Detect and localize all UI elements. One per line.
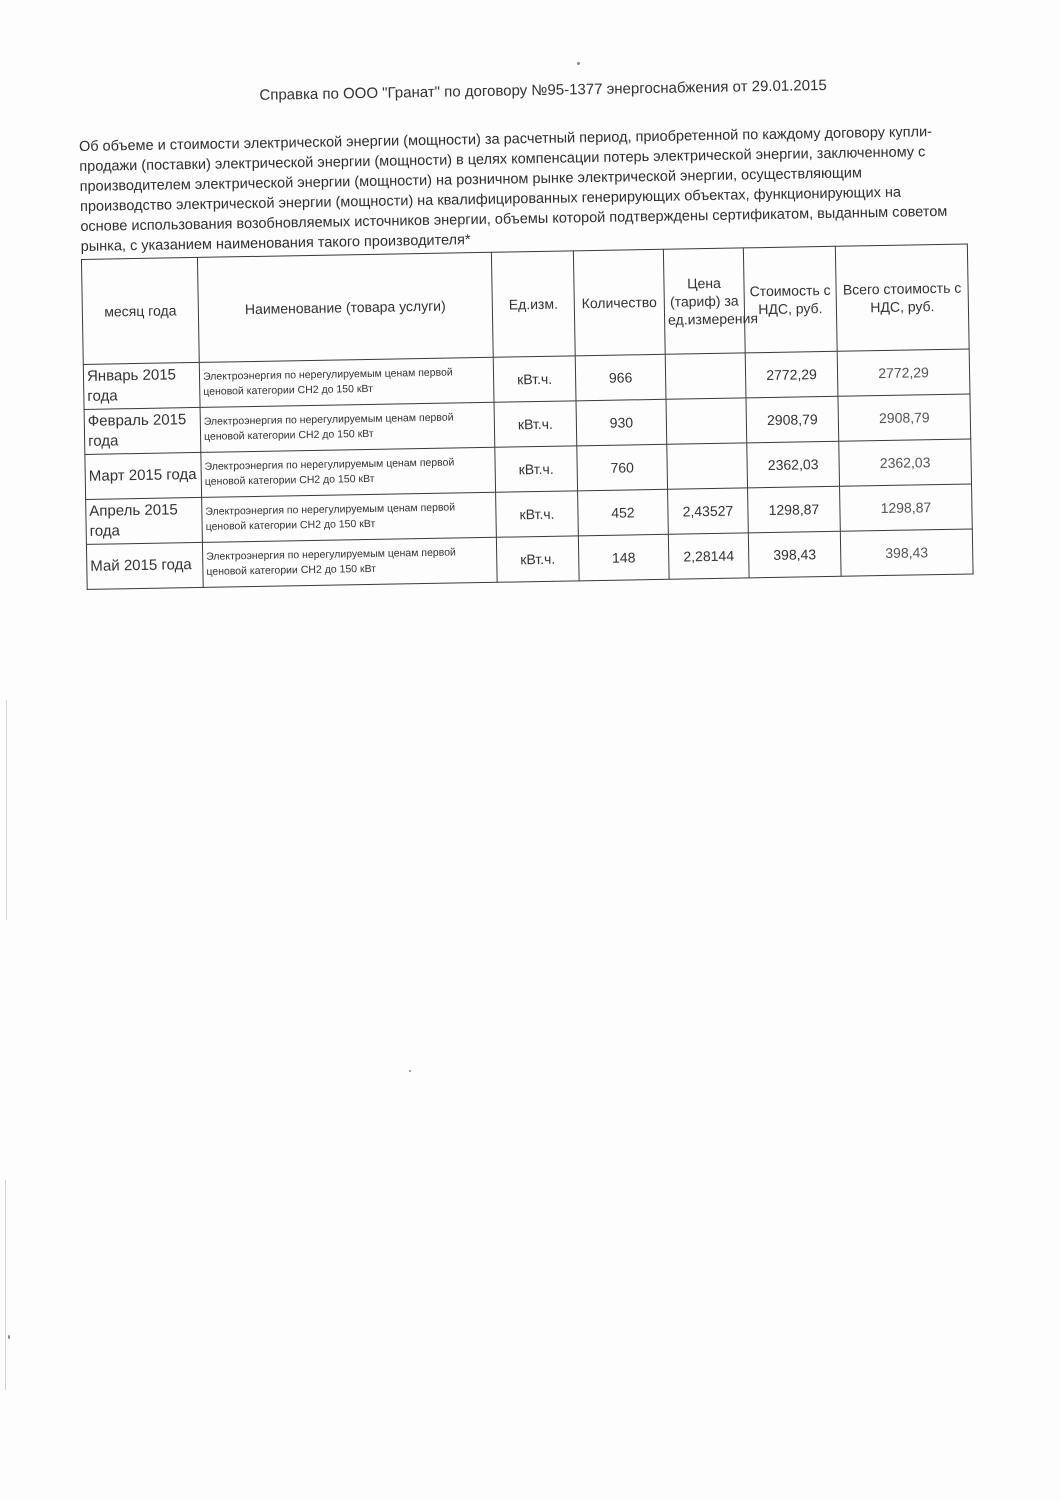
scan-speck (409, 1070, 411, 1072)
cell-price: 2,43527 (668, 488, 749, 534)
scan-speck (8, 1335, 10, 1339)
cell-name: Электроэнергия по нерегулируемым ценам первой ценовой категории СН2 до 150 кВт (202, 537, 497, 587)
cell-total: 2908,79 (838, 394, 971, 441)
document-title: Справка по ООО "Гранат" по договору №95-1377 энергоснабжения от 29.01.2015 (259, 76, 827, 104)
cell-cost: 2362,03 (747, 441, 840, 488)
cell-unit: кВт.ч. (493, 356, 576, 402)
cell-quantity: 930 (576, 399, 667, 446)
cell-quantity: 966 (575, 354, 666, 401)
header-price: Цена (тариф) за ед.измерения (663, 248, 745, 354)
cell-total: 1298,87 (840, 484, 973, 531)
cell-cost: 2772,29 (745, 351, 838, 398)
scan-speck (577, 62, 580, 65)
scan-edge-mark (6, 700, 7, 920)
cell-month: Март 2015 года (85, 452, 202, 499)
cell-unit: кВт.ч. (495, 446, 578, 492)
cell-price (667, 443, 748, 489)
document-intro: Об объеме и стоимости электрической энергии (мощности) за расчетный период, приобретенной по каждому договору купли-продажи (поставки) электрической энергии (мощности) в целях компенсации потерь электрической энергии, заключенному с производителем электрической энергии (мощности) на розничном рынке электрической энергии, осуществляющим производство электрической энергии (мощности) на квалифицированных генерирующих объектах, функционирующих на основе использования возобновляемых источников энергии, объемы которой подтверждены сертификатом, выданным советом рынка, с указанием наименования такого производителя* (78, 124, 948, 255)
energy-table (81, 243, 974, 589)
header-cost: Стоимость с НДС, руб. (743, 246, 837, 353)
cell-price (666, 398, 747, 444)
cell-price (665, 353, 746, 399)
cell-total: 398,43 (840, 529, 973, 576)
cell-cost: 2908,79 (746, 396, 839, 443)
cell-name: Электроэнергия по нерегулируемым ценам первой ценовой категории СН2 до 150 кВт (199, 357, 494, 407)
cell-unit: кВт.ч. (496, 491, 579, 537)
cell-total: 2362,03 (839, 439, 972, 486)
cell-quantity: 760 (577, 444, 668, 491)
document-content (78, 74, 977, 589)
header-month: месяц года (81, 257, 199, 364)
cell-cost: 398,43 (748, 531, 841, 578)
cell-month: Апрель 2015 года (86, 497, 203, 544)
cell-month: Февраль 2015 года (84, 407, 201, 454)
cell-cost: 1298,87 (748, 486, 841, 533)
cell-unit: кВт.ч. (494, 401, 577, 447)
cell-month: Январь 2015 года (83, 362, 200, 409)
scan-edge-mark (5, 1180, 6, 1390)
cell-price: 2,28144 (668, 533, 749, 579)
cell-name: Электроэнергия по нерегулируемым ценам первой ценовой категории СН2 до 150 кВт (200, 402, 495, 452)
cell-month: Май 2015 года (86, 542, 203, 589)
header-quantity: Количество (573, 249, 665, 356)
header-unit: Ед.изм. (491, 251, 575, 357)
table-header-row (81, 244, 969, 364)
cell-quantity: 452 (578, 489, 669, 536)
cell-name: Электроэнергия по нерегулируемым ценам первой ценовой категории СН2 до 150 кВт (202, 492, 497, 542)
cell-total: 2772,29 (837, 349, 970, 396)
header-name: Наименование (товара услуги) (197, 252, 493, 362)
header-total: Всего стоимость с НДС, руб. (835, 244, 969, 351)
cell-name: Электроэнергия по нерегулируемым ценам первой ценовой категории СН2 до 150 кВт (201, 447, 496, 497)
cell-unit: кВт.ч. (496, 536, 579, 582)
cell-quantity: 148 (578, 534, 669, 581)
